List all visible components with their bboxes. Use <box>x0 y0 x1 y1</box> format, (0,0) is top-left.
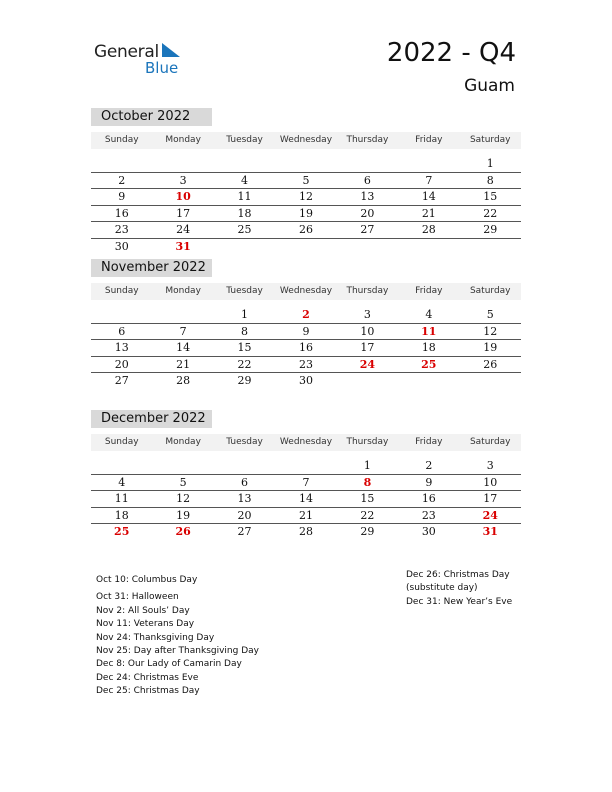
day-cell: 11 <box>421 324 437 338</box>
day-cell: 5 <box>302 173 310 187</box>
day-cell: 15 <box>483 190 498 203</box>
day-cell: 2 <box>118 173 126 187</box>
empty-day-cell <box>275 458 336 474</box>
weekday-label: Saturday <box>469 437 511 447</box>
month-block-november <box>91 259 521 390</box>
holiday-entry: Dec 26: Christmas Day <box>406 570 510 580</box>
day-cell: 9 <box>425 475 433 489</box>
day-cell: 16 <box>421 492 436 505</box>
week-row <box>91 357 521 374</box>
week-row <box>91 206 521 223</box>
weekday-label: Thursday <box>346 135 389 145</box>
month-block-october <box>91 108 521 255</box>
holiday-entry: Nov 11: Veterans Day <box>96 619 195 630</box>
day-cell: 20 <box>114 357 129 371</box>
weekday-label: Wednesday <box>279 437 333 447</box>
day-cell: 28 <box>421 223 436 236</box>
empty-day-cell <box>152 156 213 172</box>
empty-day-cell <box>398 156 459 172</box>
day-cell: 5 <box>486 308 494 321</box>
day-cell: 7 <box>302 475 310 489</box>
day-cell: 22 <box>237 357 252 371</box>
empty-day-cell <box>214 156 275 172</box>
weekday-label: Tuesday <box>226 286 263 296</box>
empty-day-cell <box>91 307 152 323</box>
day-cell: 3 <box>179 173 187 187</box>
day-cell: 25 <box>114 525 130 538</box>
day-cell: 4 <box>425 308 433 321</box>
weekday-label: Sunday <box>104 437 139 447</box>
week-row <box>91 156 521 173</box>
day-cell: 11 <box>237 190 252 203</box>
day-cell: 2 <box>425 459 433 472</box>
empty-day-cell <box>91 458 152 474</box>
day-cell: 29 <box>483 223 498 236</box>
day-cell: 8 <box>363 475 372 489</box>
day-cell: 23 <box>114 223 129 236</box>
day-cell: 27 <box>360 223 375 236</box>
week-row <box>91 524 521 541</box>
day-cell: 6 <box>241 475 249 489</box>
day-cell: 18 <box>114 508 129 522</box>
empty-day-cell <box>460 239 521 256</box>
day-cell: 2 <box>302 308 310 321</box>
day-cell: 23 <box>298 357 313 371</box>
day-cell: 18 <box>421 341 436 354</box>
day-cell: 17 <box>176 206 191 220</box>
day-cell: 22 <box>483 206 498 220</box>
day-cell: 1 <box>363 459 371 472</box>
day-cell: 31 <box>175 239 191 253</box>
month-block-december <box>91 410 521 541</box>
day-cell: 12 <box>483 324 498 338</box>
day-cell: 27 <box>237 525 252 538</box>
weekday-header <box>91 434 521 451</box>
day-cell: 24 <box>482 508 498 522</box>
day-cell: 19 <box>298 206 313 220</box>
empty-day-cell <box>337 156 398 172</box>
week-row <box>91 222 521 239</box>
day-cell: 25 <box>237 223 252 236</box>
day-cell: 12 <box>176 492 191 505</box>
weekday-label: Friday <box>415 135 443 145</box>
day-cell: 19 <box>483 341 498 354</box>
holiday-entry: Dec 8: Our Lady of Camarin Day <box>96 659 242 670</box>
day-cell: 6 <box>118 324 126 338</box>
empty-day-cell <box>91 156 152 172</box>
week-row <box>91 173 521 190</box>
weekday-label: Saturday <box>469 135 511 145</box>
holiday-entry-note: (substitute day) <box>406 583 478 594</box>
holiday-entry: Dec 25: Christmas Day <box>96 686 200 697</box>
day-cell: 6 <box>363 173 371 187</box>
day-cell: 1 <box>241 308 249 321</box>
month-label: December 2022 <box>91 410 212 428</box>
day-cell: 17 <box>483 492 498 505</box>
day-cell: 29 <box>360 525 375 538</box>
month-label: October 2022 <box>91 108 212 126</box>
day-cell: 10 <box>483 475 498 489</box>
week-row <box>91 340 521 357</box>
day-cell: 30 <box>421 525 436 538</box>
day-cell: 26 <box>175 525 191 538</box>
empty-day-cell <box>214 239 275 256</box>
holiday-entry: Oct 31: Halloween <box>96 592 179 603</box>
week-row <box>91 458 521 475</box>
logo-triangle-icon <box>160 43 180 59</box>
day-cell: 16 <box>298 341 313 354</box>
day-cell: 7 <box>425 173 433 187</box>
day-cell: 1 <box>486 157 494 170</box>
weekday-label: Friday <box>415 286 443 296</box>
country-name: Guam <box>464 76 515 96</box>
empty-day-cell <box>398 239 459 256</box>
empty-day-cell <box>275 239 336 256</box>
day-cell: 28 <box>176 374 191 387</box>
holiday-list-left <box>96 574 259 699</box>
brand-logo <box>94 40 194 80</box>
logo-text-blue: Blue <box>145 59 179 77</box>
day-cell: 19 <box>176 508 191 522</box>
empty-day-cell <box>214 458 275 474</box>
day-cell: 9 <box>302 324 310 338</box>
month-label: November 2022 <box>91 259 212 277</box>
day-cell: 9 <box>118 190 126 203</box>
day-cell: 10 <box>360 324 375 338</box>
weekday-label: Sunday <box>104 286 139 296</box>
week-row <box>91 189 521 206</box>
day-cell: 23 <box>421 508 436 522</box>
day-cell: 7 <box>179 324 187 338</box>
day-cell: 14 <box>176 341 191 354</box>
day-cell: 31 <box>482 525 498 538</box>
day-cell: 15 <box>360 492 375 505</box>
day-cell: 25 <box>421 357 437 371</box>
page-title: 2022 - Q4 <box>386 38 516 68</box>
holiday-entry: Nov 24: Thanksgiving Day <box>96 632 215 643</box>
holiday-entry: Nov 25: Day after Thanksgiving Day <box>96 646 259 657</box>
day-cell: 3 <box>363 308 371 321</box>
day-cell: 5 <box>179 475 187 489</box>
logo-text-general: General <box>94 42 159 62</box>
day-cell: 13 <box>237 492 252 505</box>
day-cell: 28 <box>298 525 313 538</box>
weekday-label: Sunday <box>104 135 139 145</box>
holiday-entry: Nov 2: All Souls’ Day <box>96 605 190 616</box>
holiday-entry: Oct 10: Columbus Day <box>96 575 198 585</box>
day-cell: 26 <box>483 357 498 371</box>
day-cell: 26 <box>298 223 313 236</box>
day-cell: 18 <box>237 206 252 220</box>
day-cell: 22 <box>360 508 375 522</box>
day-cell: 24 <box>176 223 191 236</box>
week-row <box>91 307 521 324</box>
week-row <box>91 324 521 341</box>
weekday-label: Wednesday <box>279 286 333 296</box>
day-cell: 29 <box>237 374 252 387</box>
empty-day-cell <box>398 373 459 390</box>
empty-day-cell <box>460 373 521 390</box>
holiday-list-right <box>406 569 512 609</box>
day-cell: 21 <box>421 206 436 220</box>
day-cell: 8 <box>486 173 494 187</box>
day-cell: 21 <box>298 508 313 522</box>
day-cell: 20 <box>360 206 375 220</box>
day-cell: 16 <box>114 206 129 220</box>
day-cell: 14 <box>421 190 436 203</box>
holiday-entry: Dec 24: Christmas Eve <box>96 672 199 683</box>
empty-day-cell <box>337 373 398 390</box>
day-cell: 13 <box>114 341 129 354</box>
day-cell: 30 <box>114 239 129 253</box>
empty-day-cell <box>152 307 213 323</box>
day-cell: 12 <box>298 190 313 203</box>
day-cell: 4 <box>241 173 249 187</box>
day-cell: 24 <box>359 357 376 371</box>
day-cell: 21 <box>176 357 191 371</box>
day-cell: 13 <box>360 190 375 203</box>
week-row <box>91 508 521 525</box>
empty-day-cell <box>275 156 336 172</box>
day-cell: 11 <box>114 492 129 505</box>
empty-day-cell <box>337 239 398 256</box>
day-cell: 27 <box>114 374 129 387</box>
day-cell: 20 <box>237 508 252 522</box>
week-row <box>91 475 521 492</box>
day-cell: 15 <box>237 341 252 354</box>
day-cell: 17 <box>360 341 375 354</box>
week-row <box>91 373 521 390</box>
weekday-label: Monday <box>165 437 201 447</box>
empty-day-cell <box>152 458 213 474</box>
weekday-label: Thursday <box>346 437 389 447</box>
day-cell: 14 <box>298 492 313 505</box>
week-row <box>91 239 521 256</box>
day-cell: 3 <box>486 459 494 472</box>
weekday-header <box>91 132 521 149</box>
weekday-label: Tuesday <box>226 437 263 447</box>
day-cell: 8 <box>241 324 249 338</box>
weekday-label: Thursday <box>346 286 389 296</box>
weekday-label: Monday <box>165 135 201 145</box>
day-cell: 4 <box>118 475 126 489</box>
day-cell: 10 <box>175 190 191 203</box>
weekday-label: Wednesday <box>279 135 333 145</box>
holiday-entry: Dec 31: New Year’s Eve <box>406 596 513 607</box>
weekday-label: Friday <box>415 437 443 447</box>
weekday-header <box>91 283 521 300</box>
weekday-label: Saturday <box>469 286 511 296</box>
weekday-label: Monday <box>165 286 201 296</box>
day-cell: 30 <box>298 374 313 387</box>
week-row <box>91 491 521 508</box>
weekday-label: Tuesday <box>226 135 263 145</box>
